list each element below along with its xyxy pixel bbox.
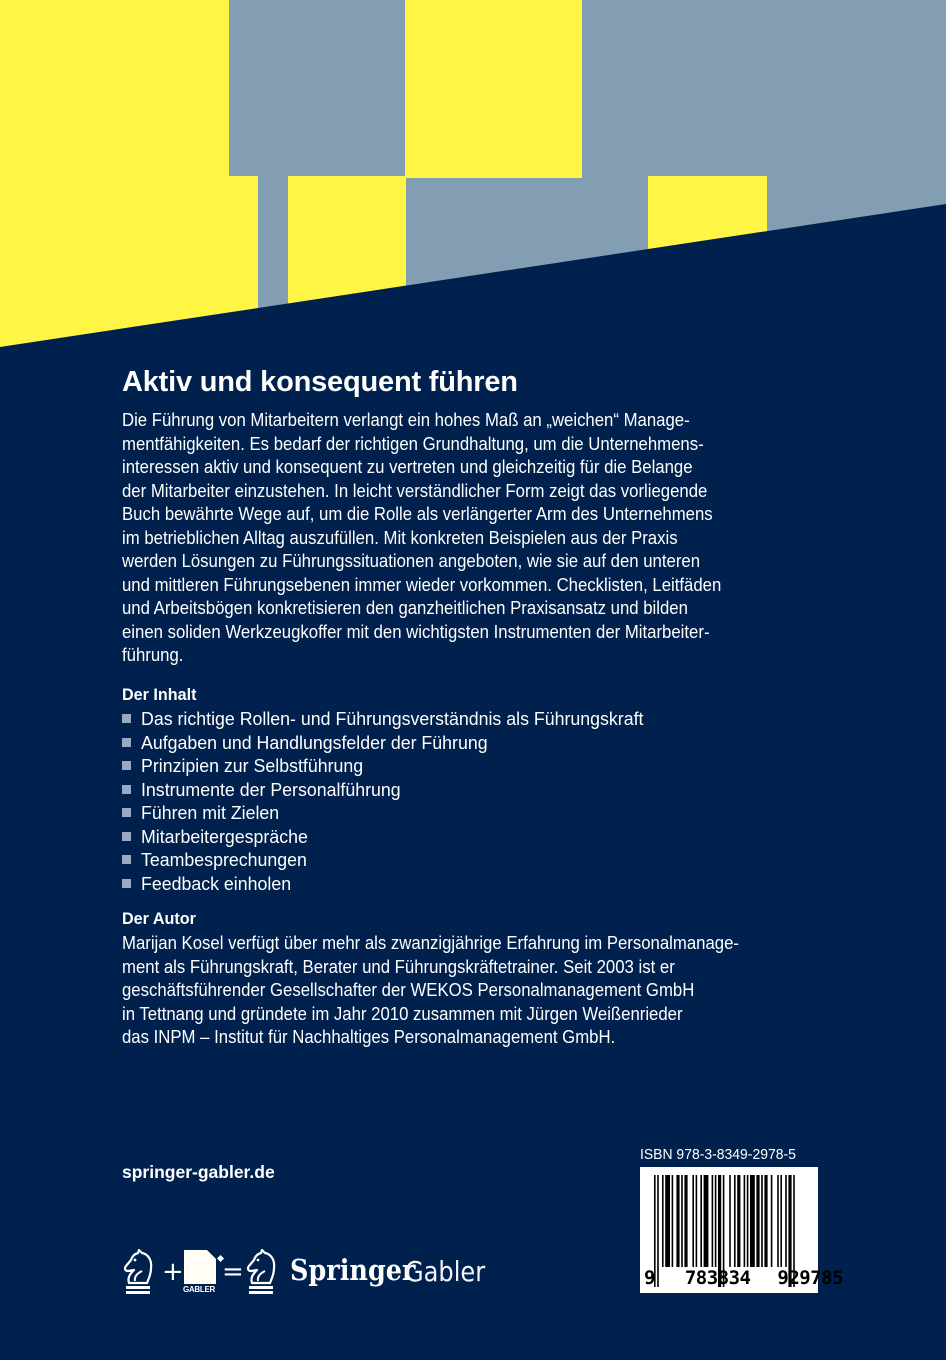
author-line: Marijan Kosel verfügt über mehr als zwanzigjährige Erfahrung im Personalmanage- xyxy=(122,932,739,953)
barcode-bar xyxy=(750,1175,755,1267)
intro-line: mentfähigkeiten. Es bedarf der richtigen Grundhaltung, um die Unternehmens- xyxy=(122,432,704,454)
barcode-bar xyxy=(681,1175,683,1267)
barcode-bar xyxy=(672,1175,674,1267)
square-bullet-icon xyxy=(122,785,131,794)
gabler-logo-text: Gabler xyxy=(405,1255,486,1288)
list-item-text: Teambesprechungen xyxy=(141,849,307,870)
intro-line: und mittleren Führungsebenen immer wieder vorkommen. Checklisten, Leitfäden xyxy=(122,573,722,595)
square-bullet-icon xyxy=(122,714,131,723)
isbn-barcode xyxy=(640,1167,844,1293)
barcode-bar xyxy=(665,1175,670,1267)
square-bullet-icon xyxy=(122,855,131,864)
springer-knight-icon xyxy=(121,1249,155,1294)
list-item-text: Prinzipien zur Selbstführung xyxy=(141,755,364,776)
yellow-block-left xyxy=(0,0,258,360)
barcode-bar xyxy=(761,1175,763,1267)
barcode-digit-first: 9 xyxy=(644,1267,655,1289)
list-item-text: Das richtige Rollen- und Führungsverständnis als Führungskraft xyxy=(141,708,644,729)
gabler-logo-icon xyxy=(184,1250,216,1284)
author-line: das INPM – Institut für Nachhaltiges Personalmanagement GmbH. xyxy=(122,1026,616,1047)
intro-line: führung. xyxy=(122,644,184,665)
square-bullet-icon xyxy=(122,738,131,747)
barcode-bar xyxy=(676,1175,679,1267)
barcode-bar xyxy=(756,1175,759,1267)
barcode-bar xyxy=(662,1175,664,1267)
decorative-block-graphic xyxy=(0,0,946,360)
author-line: in Tettnang und gründete im Jahr 2010 zusammen mit Jürgen Weißenrieder xyxy=(122,1002,683,1024)
barcode-digits-left: 783834 xyxy=(684,1267,751,1289)
square-bullet-icon xyxy=(122,808,131,817)
barcode-bar xyxy=(777,1175,779,1267)
intro-line: einen soliden Werkzeugkoffer mit den wichtigsten Instrumenten der Mitarbeiter- xyxy=(122,620,710,642)
barcode-bar xyxy=(780,1175,782,1267)
barcode-bar xyxy=(704,1175,709,1267)
barcode-bar xyxy=(700,1175,702,1267)
intro-line: im betrieblichen Alltag auszufüllen. Mit konkreten Beispielen aus der Praxis xyxy=(122,526,678,548)
list-item-text: Feedback einholen xyxy=(141,872,292,894)
gabler-logo-label: GABLER xyxy=(183,1285,215,1294)
list-item-text: Mitarbeitergespräche xyxy=(141,825,308,847)
barcode-bar xyxy=(684,1175,687,1267)
intro-line: der Mitarbeiter einzustehen. In leicht verständlicher Form zeigt das vorliegende xyxy=(122,479,708,501)
barcode-bar xyxy=(785,1175,787,1267)
barcode-digits-right: 929785 xyxy=(777,1267,844,1289)
springer-logo-text: Springer xyxy=(290,1253,416,1287)
intro-line: werden Lösungen zu Führungssituationen angeboten, wie sie auf den unteren xyxy=(122,550,701,571)
barcode-bar xyxy=(712,1175,714,1267)
author-line: ment als Führungskraft, Berater und Führungskräftetrainer. Seit 2003 ist er xyxy=(122,955,675,977)
barcode-bar xyxy=(692,1175,694,1267)
plus-sign: + xyxy=(162,1257,184,1287)
barcode-bar xyxy=(734,1175,736,1267)
list-item-text: Führen mit Zielen xyxy=(141,802,280,823)
book-title: Aktiv und konsequent führen xyxy=(122,366,518,398)
gabler-logo-notch xyxy=(206,1249,217,1260)
barcode-bar xyxy=(715,1175,717,1267)
barcode-bar xyxy=(696,1175,698,1267)
equals-sign: = xyxy=(222,1257,244,1287)
list-item-text: Aufgaben und Handlungsfelder der Führung xyxy=(141,731,488,753)
yellow-block-upper-middle xyxy=(405,0,582,178)
author-heading: Der Autor xyxy=(122,909,196,928)
barcode-bar xyxy=(747,1175,749,1267)
barcode-bar xyxy=(737,1175,740,1267)
springer-knight-icon xyxy=(244,1249,278,1294)
intro-line: interessen aktiv und konsequent zu vertreten und gleichzeitig für die Belange xyxy=(122,456,693,477)
publisher-website-link[interactable]: springer-gabler.de xyxy=(122,1162,275,1182)
isbn-label: ISBN 978-3-8349-2978-5 xyxy=(640,1146,796,1163)
square-bullet-icon xyxy=(122,761,131,770)
barcode-digits xyxy=(644,1267,843,1289)
barcode-bar xyxy=(744,1175,746,1267)
intro-line: Die Führung von Mitarbeitern verlangt ein hohes Maß an „weichen“ Manage- xyxy=(122,409,690,430)
intro-line: Buch bewährte Wege auf, um die Rolle als verlängerter Arm des Unternehmens xyxy=(122,503,713,524)
list-item-text: Instrumente der Personalführung xyxy=(141,778,401,800)
barcode-bar xyxy=(729,1175,731,1267)
barcode-bar xyxy=(764,1175,767,1267)
intro-line: und Arbeitsbögen konkretisieren den ganzheitlichen Praxisansatz und bilden xyxy=(122,597,688,618)
barcode-bar xyxy=(771,1175,773,1267)
square-bullet-icon xyxy=(122,879,131,888)
gray-block-upper xyxy=(229,0,405,176)
square-bullet-icon xyxy=(122,832,131,841)
author-line: geschäftsführender Gesellschafter der WEKOS Personalmanagement GmbH xyxy=(122,979,695,1000)
contents-heading: Der Inhalt xyxy=(122,685,197,704)
